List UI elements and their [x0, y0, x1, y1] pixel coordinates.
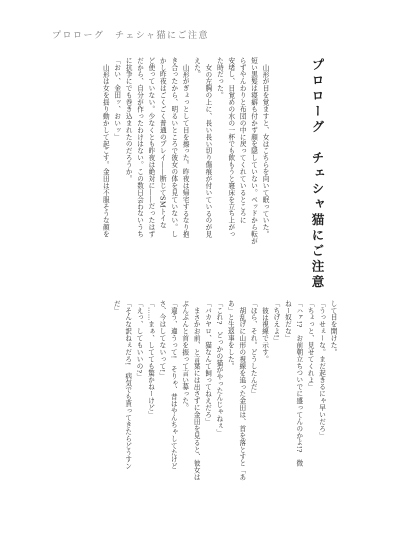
text-line: 「バカヤロ、猫なんて飼ってねえだろ」 — [203, 300, 212, 426]
running-header: プロローグ チェシャ猫にご注意 — [52, 31, 210, 41]
text-line: 「これ? どっかの猫がやったんじゃねぇ」 — [214, 300, 223, 436]
text-line: らずやんわりと布団の中に戻ってくれているところに — [238, 57, 247, 224]
body-text-upper — [99, 57, 270, 282]
text-line: えた。 — [192, 57, 201, 78]
text-line: あ」と生返事をした。 — [226, 300, 235, 370]
text-line: 「そんな訳ねぇだろ! 病気でも貰ってきたらどうすン — [123, 300, 132, 470]
text-line: ど使っていない。少なくとも昨夜は絶対に――だったはず — [146, 57, 155, 238]
text-line: 「違う、違うって! そりゃ、昔はやんちゃしてたけど — [169, 300, 178, 470]
text-line: 「うっせぇーな。まだ起きるにゃ早いだろ」 — [317, 300, 326, 439]
text-line: 「ほら、それ。どうしたんだ」 — [249, 300, 258, 398]
text-line: ぷんぷんと首を振って言い募った。 — [180, 300, 189, 412]
text-line: 彼は視線で示す。 — [260, 306, 269, 363]
text-line: まさかお前、と言葉には出さずに金田を見ると、彼女は — [192, 306, 201, 481]
text-line: 「えっ、してもいいの?」 — [135, 300, 144, 381]
text-line: 「ちげえよ!」 — [271, 300, 280, 345]
text-line: に抗争にでも巻き込まれたのだろうか。 — [124, 57, 133, 183]
text-line: さ、今はしてないって!」 — [157, 300, 166, 380]
text-line: 短い黒髪は寝癖も付かず顔を隠していない。ベッドから転が — [249, 57, 258, 245]
text-line: 女の左胸の上に、長い長い切り傷痕が付いているのが見 — [203, 63, 212, 238]
text-line: して目を開けた。 — [329, 300, 337, 356]
body-text-lower — [110, 300, 338, 512]
text-line: だ」 — [112, 300, 121, 314]
text-line: 「ちょっと、見せてくれよ」 — [306, 300, 315, 391]
text-line: 安堵し、目覚めの水の一杯でも飲もうと寝床を立ち上がっ — [226, 57, 235, 238]
text-line: 胡乱げに山形の視線を追った金田は、首を落とすと「あ — [237, 306, 246, 481]
text-line: 山形がぎょっとして目を擦った。昨夜は帰宅するなり抱 — [181, 63, 190, 238]
chapter-title: プロローグ チェシャ猫にご注意 — [310, 58, 325, 291]
text-line: 「……まぁ、してても驚かねーけど」 — [146, 300, 155, 419]
text-line: き合ったから、明るいところで彼女の体を見ていない。し — [169, 57, 178, 238]
text-line: た時だった。 — [215, 57, 224, 99]
text-line: だから、自分が作ったわけはない。この数日会わないうち — [135, 57, 144, 238]
text-line: ねー奴だな」 — [283, 300, 292, 342]
text-line: 「おい、金田ッ、おいッ」 — [112, 57, 121, 141]
text-line: 山形は女を揺り動かして起こす。金田は不服そうな顔を — [101, 63, 110, 238]
text-line: かし昨夜はごくごく普通のプレイ――断じてSMトイな — [158, 57, 167, 229]
text-line: 「ハァ!? お前朝立ちついでに盛ってんのかよ!? 微 — [294, 300, 303, 467]
text-line: 山形が目を覚ますと、女はこちらを向いて眠っていた。 — [261, 63, 269, 238]
